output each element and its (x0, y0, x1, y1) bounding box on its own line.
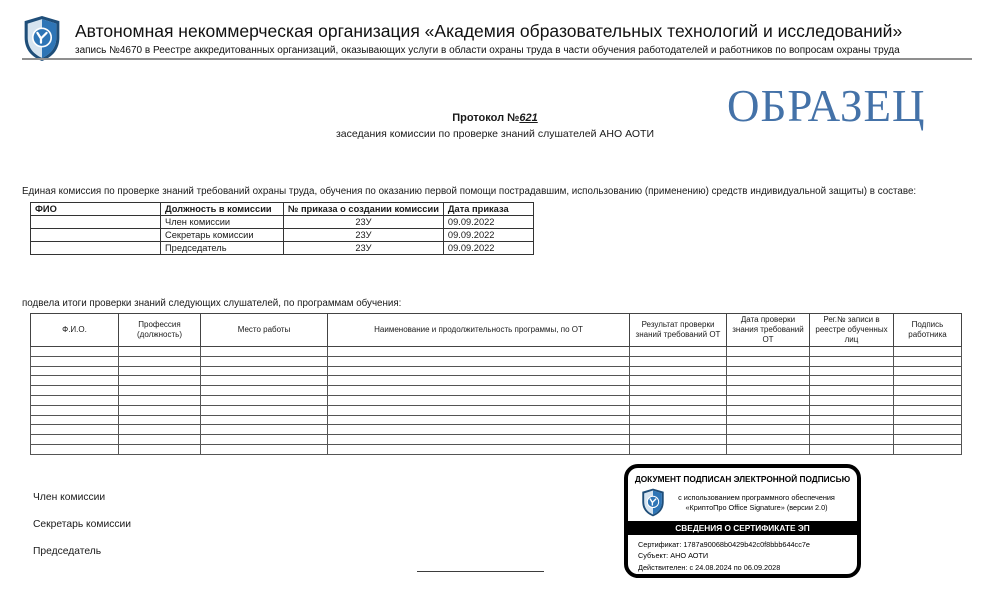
students-empty-cell (201, 415, 328, 425)
students-empty-cell (119, 415, 201, 425)
commission-col-fio: ФИО (31, 203, 161, 216)
students-empty-cell (630, 435, 727, 445)
students-empty-cell (31, 356, 119, 366)
students-empty-cell (727, 366, 810, 376)
students-empty-cell (630, 347, 727, 357)
students-empty-cell (727, 444, 810, 454)
commission-cell-fio (31, 216, 161, 229)
students-empty-cell (201, 376, 328, 386)
students-empty-cell (630, 444, 727, 454)
students-col-result: Результат проверки знаний требований ОТ (630, 314, 727, 347)
signature-label-chairman: Председатель (33, 546, 102, 557)
students-table-body (31, 347, 962, 455)
students-empty-cell (810, 366, 894, 376)
students-empty-cell (810, 415, 894, 425)
commission-cell-order-no: 23У (284, 216, 444, 229)
students-empty-cell (328, 425, 630, 435)
students-empty-cell (630, 425, 727, 435)
commission-col-order-no: № приказа о создании комиссии (284, 203, 444, 216)
students-empty-cell (894, 425, 962, 435)
students-empty-cell (727, 435, 810, 445)
stamp-software-line1: с использованием программного обеспечения (678, 492, 835, 502)
students-empty-cell (201, 425, 328, 435)
signature-label-member: Член комиссии (33, 492, 106, 503)
intro-text: Единая комиссия по проверке знаний требований охраны труда, обучения по оказанию первой помощи пострадавшим, использованию (применению) средств индивидуальной защиты) в составе: (22, 186, 917, 197)
students-col-reg-no: Рег.№ записи в реестре обученных лиц (810, 314, 894, 347)
students-empty-row (31, 366, 962, 376)
students-empty-cell (31, 376, 119, 386)
students-empty-cell (727, 356, 810, 366)
students-col-profession: Профессия (должность) (119, 314, 201, 347)
students-empty-cell (31, 395, 119, 405)
commission-row (31, 229, 534, 242)
students-empty-cell (810, 356, 894, 366)
students-empty-cell (31, 366, 119, 376)
students-empty-cell (727, 415, 810, 425)
students-empty-cell (119, 405, 201, 415)
students-empty-cell (894, 376, 962, 386)
commission-cell-fio (31, 242, 161, 255)
students-empty-row (31, 425, 962, 435)
students-empty-cell (119, 366, 201, 376)
students-empty-cell (119, 356, 201, 366)
stamp-middle-row (640, 487, 847, 518)
students-empty-cell (810, 386, 894, 396)
students-empty-row (31, 386, 962, 396)
students-empty-cell (328, 435, 630, 445)
students-empty-cell (119, 444, 201, 454)
commission-col-role: Должность в комиссии (161, 203, 284, 216)
students-empty-cell (630, 366, 727, 376)
stamp-certificate-line: Сертификат: 1787a90068b0429b42c0f8bbb644cc7e (638, 540, 810, 549)
students-empty-cell (630, 386, 727, 396)
students-table (30, 313, 962, 455)
students-empty-cell (894, 386, 962, 396)
commission-cell-order-no: 23У (284, 229, 444, 242)
students-empty-cell (810, 444, 894, 454)
students-empty-cell (810, 376, 894, 386)
signature-label-secretary: Секретарь комиссии (33, 519, 132, 530)
students-empty-cell (328, 347, 630, 357)
protocol-title (0, 112, 990, 124)
students-empty-cell (328, 415, 630, 425)
students-empty-cell (328, 356, 630, 366)
students-empty-row (31, 444, 962, 454)
students-empty-cell (119, 395, 201, 405)
students-empty-cell (328, 395, 630, 405)
students-empty-cell (201, 405, 328, 415)
students-empty-cell (894, 444, 962, 454)
commission-header-row (31, 203, 534, 216)
students-empty-cell (894, 415, 962, 425)
students-empty-cell (894, 405, 962, 415)
students-empty-cell (894, 347, 962, 357)
students-empty-cell (31, 347, 119, 357)
registry-note: запись №4670 в Реестре аккредитованных организаций, оказывающих услуги в области охраны труда в части обучения работодателей и работников по вопросам охраны труда (75, 45, 900, 56)
students-empty-row (31, 376, 962, 386)
students-empty-cell (630, 415, 727, 425)
stamp-certificate-info (638, 539, 847, 573)
students-empty-cell (894, 366, 962, 376)
students-empty-cell (119, 435, 201, 445)
commission-cell-order-date: 09.09.2022 (443, 229, 533, 242)
students-empty-cell (201, 435, 328, 445)
stamp-certificate-bar: СВЕДЕНИЯ О СЕРТИФИКАТЕ ЭП (628, 521, 857, 535)
students-empty-cell (31, 425, 119, 435)
students-empty-row (31, 415, 962, 425)
students-col-workplace: Место работы (201, 314, 328, 347)
stamp-subject-line: Субъект: АНО АОТИ (638, 551, 709, 561)
students-empty-row (31, 395, 962, 405)
commission-cell-fio (31, 229, 161, 242)
students-empty-cell (31, 435, 119, 445)
students-empty-cell (727, 405, 810, 415)
students-empty-cell (201, 395, 328, 405)
org-shield-logo-icon (20, 15, 64, 62)
students-empty-cell (727, 425, 810, 435)
protocol-subtitle: заседания комиссии по проверке знаний слушателей АНО АОТИ (335, 128, 654, 140)
students-empty-cell (119, 376, 201, 386)
students-empty-cell (630, 356, 727, 366)
students-empty-cell (328, 366, 630, 376)
students-empty-cell (201, 347, 328, 357)
commission-table (30, 202, 534, 255)
students-header-row (31, 314, 962, 347)
students-col-fio: Ф.И.О. (31, 314, 119, 347)
students-empty-cell (31, 386, 119, 396)
students-empty-cell (201, 366, 328, 376)
students-col-signature: Подпись работника (894, 314, 962, 347)
protocol-label: Протокол № (452, 112, 520, 124)
students-empty-cell (810, 425, 894, 435)
commission-cell-order-date: 09.09.2022 (443, 216, 533, 229)
students-empty-cell (727, 376, 810, 386)
students-empty-cell (31, 415, 119, 425)
commission-row (31, 242, 534, 255)
students-empty-cell (630, 395, 727, 405)
students-empty-cell (810, 395, 894, 405)
results-intro: подвела итоги проверки знаний следующих слушателей, по программам обучения: (22, 298, 402, 309)
signature-line (417, 571, 544, 572)
stamp-title: ДОКУМЕНТ ПОДПИСАН ЭЛЕКТРОННОЙ ПОДПИСЬЮ (634, 474, 851, 484)
watermark: ОБРАЗЕЦ (727, 81, 926, 131)
commission-col-order-date: Дата приказа (443, 203, 533, 216)
students-empty-cell (727, 386, 810, 396)
students-empty-cell (31, 444, 119, 454)
students-empty-cell (201, 386, 328, 396)
students-empty-cell (328, 376, 630, 386)
students-empty-cell (810, 435, 894, 445)
commission-cell-order-no: 23У (284, 242, 444, 255)
students-empty-cell (328, 386, 630, 396)
protocol-number: 621 (519, 112, 538, 124)
students-empty-cell (894, 435, 962, 445)
header-divider (22, 58, 972, 60)
students-empty-cell (810, 405, 894, 415)
students-empty-cell (894, 395, 962, 405)
students-empty-cell (630, 405, 727, 415)
students-empty-row (31, 347, 962, 357)
students-empty-cell (894, 356, 962, 366)
commission-row (31, 216, 534, 229)
commission-cell-role: Секретарь комиссии (161, 229, 284, 242)
commission-cell-role: Председатель (161, 242, 284, 255)
students-empty-cell (810, 347, 894, 357)
students-empty-row (31, 356, 962, 366)
stamp-validity-line: Действителен: с 24.08.2024 по 06.09.2028 (638, 562, 781, 572)
students-empty-cell (328, 405, 630, 415)
stamp-software-note (666, 493, 847, 513)
students-empty-cell (201, 356, 328, 366)
students-empty-cell (31, 405, 119, 415)
students-empty-cell (630, 376, 727, 386)
students-empty-row (31, 405, 962, 415)
commission-cell-order-date: 09.09.2022 (443, 242, 533, 255)
commission-cell-role: Член комиссии (161, 216, 284, 229)
signatures-block (33, 492, 131, 573)
students-col-program: Наименование и продолжительность программы, по ОТ (328, 314, 630, 347)
students-empty-cell (119, 386, 201, 396)
students-empty-cell (727, 395, 810, 405)
esignature-stamp (624, 464, 861, 578)
students-empty-cell (119, 425, 201, 435)
stamp-shield-logo-icon (640, 488, 666, 517)
org-title: Автономная некоммерческая организация «Академия образовательных технологий и исследований» (75, 21, 903, 41)
stamp-software-line2: «КриптоПро Office Signature» (версии 2.0) (685, 502, 828, 512)
students-empty-cell (119, 347, 201, 357)
students-empty-cell (201, 444, 328, 454)
title-block (0, 112, 990, 140)
students-empty-cell (328, 444, 630, 454)
students-col-check-date: Дата проверки знания требований ОТ (727, 314, 810, 347)
students-empty-row (31, 435, 962, 445)
students-empty-cell (727, 347, 810, 357)
